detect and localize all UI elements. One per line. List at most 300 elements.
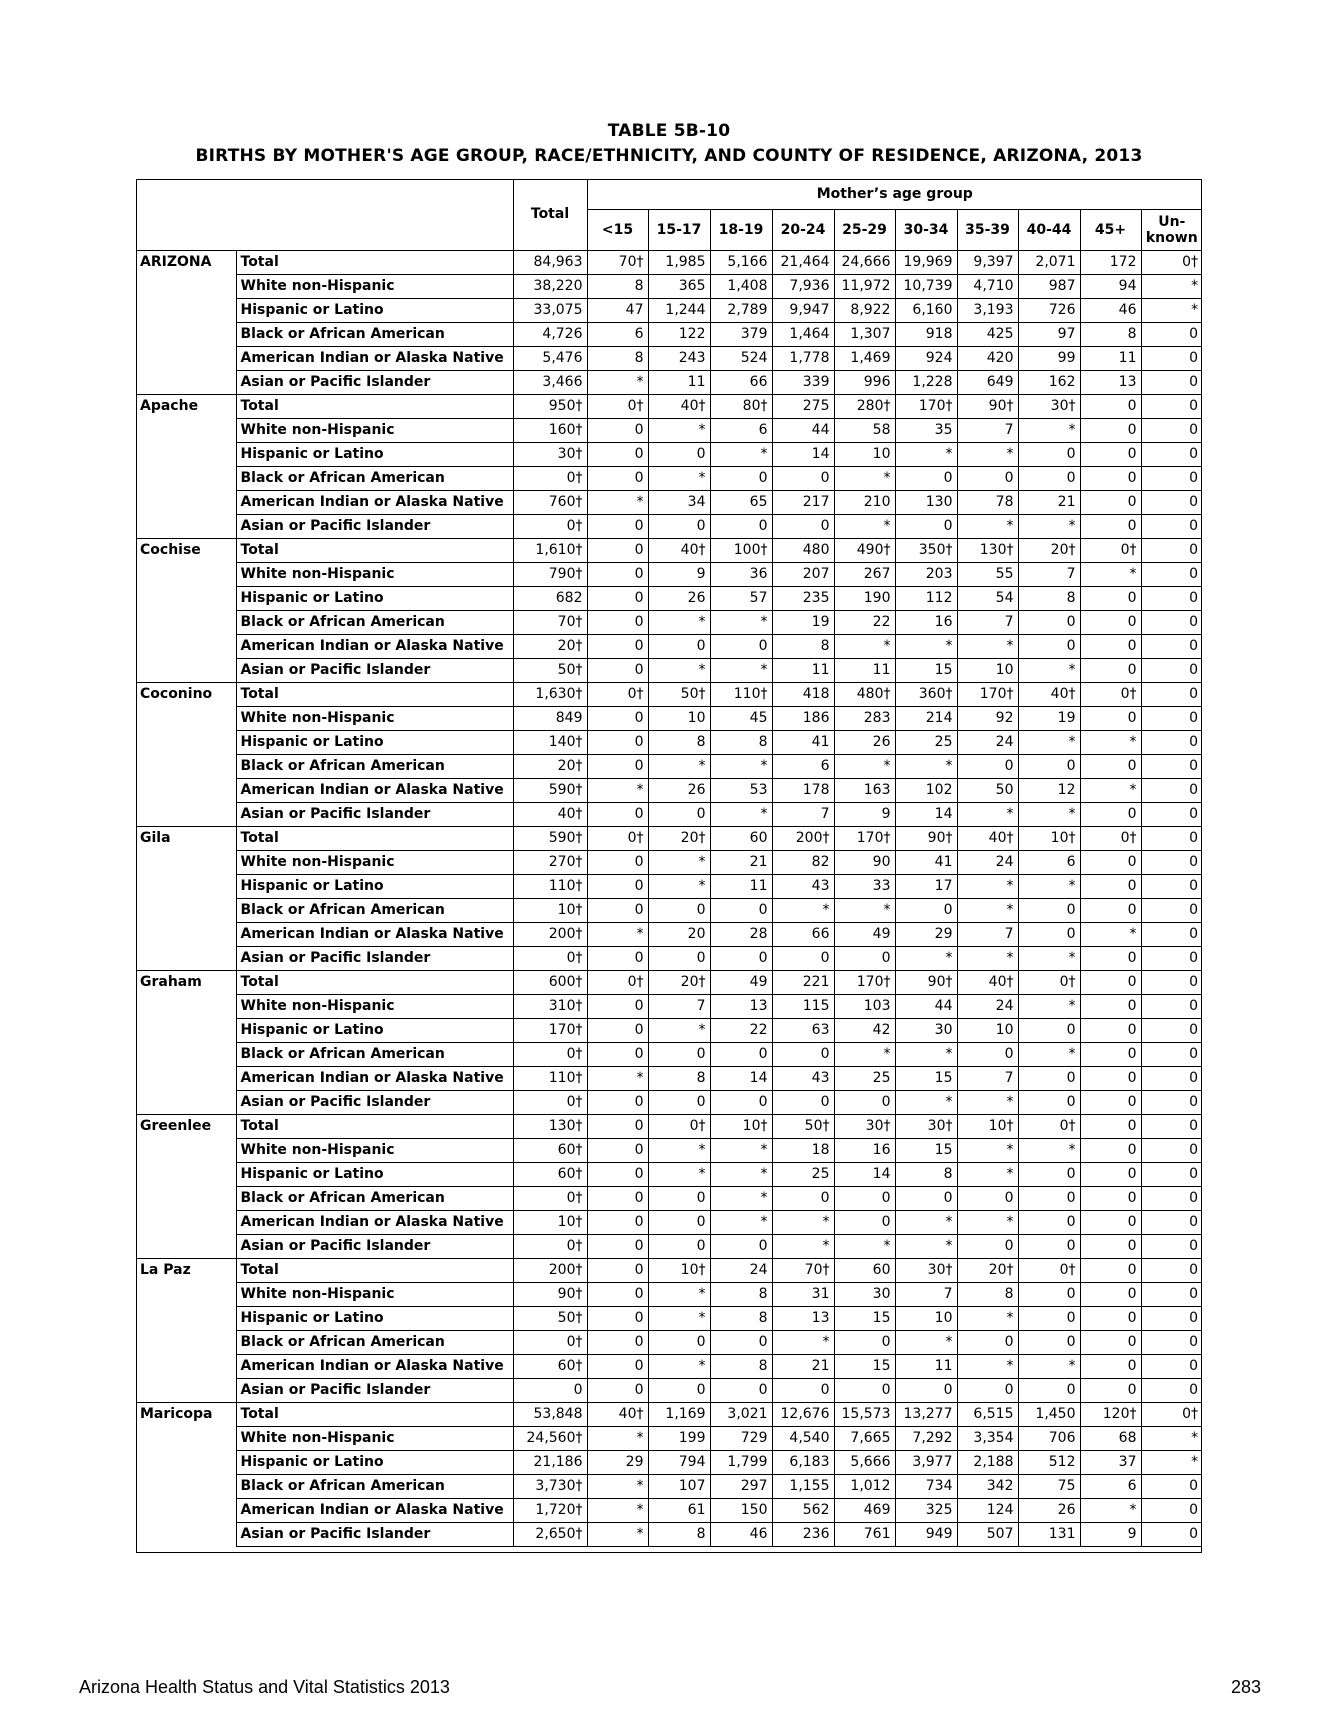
total-cell: 53,848 — [513, 1403, 587, 1427]
total-cell: 70† — [513, 611, 587, 635]
value-cell: * — [834, 1043, 895, 1067]
total-cell: 50† — [513, 1307, 587, 1331]
table-row — [136, 1427, 1202, 1451]
value-cell: 0 — [957, 1187, 1018, 1211]
category-label: Hispanic or Latino — [236, 731, 513, 755]
value-cell: 8 — [710, 1307, 772, 1331]
value-cell: 26 — [834, 731, 895, 755]
value-cell: * — [587, 1067, 648, 1091]
value-cell: 0 — [1141, 1475, 1202, 1499]
value-cell: 0 — [1141, 539, 1202, 563]
value-cell: 24 — [957, 731, 1018, 755]
value-cell: * — [710, 611, 772, 635]
value-cell: * — [648, 1307, 710, 1331]
value-cell: 115 — [772, 995, 834, 1019]
value-cell: 162 — [1018, 371, 1080, 395]
table-row — [136, 683, 1202, 707]
value-cell: * — [957, 635, 1018, 659]
value-cell: 0 — [1080, 947, 1141, 971]
value-cell: 124 — [957, 1499, 1018, 1523]
value-cell: * — [587, 779, 648, 803]
value-cell: 480† — [834, 683, 895, 707]
value-cell: 0 — [587, 1355, 648, 1379]
value-cell: 4,540 — [772, 1427, 834, 1451]
value-cell: * — [1018, 659, 1080, 683]
value-cell: 0 — [1018, 1019, 1080, 1043]
value-cell: * — [895, 1331, 957, 1355]
county-name: Greenlee — [136, 1115, 236, 1259]
category-label: Hispanic or Latino — [236, 875, 513, 899]
county-name: Maricopa — [136, 1403, 236, 1547]
value-cell: 40† — [957, 827, 1018, 851]
value-cell: 0 — [1018, 1067, 1080, 1091]
total-cell: 60† — [513, 1139, 587, 1163]
header-age-cell: 30-34 — [895, 210, 957, 251]
value-cell: 57 — [710, 587, 772, 611]
value-cell: 7 — [957, 923, 1018, 947]
value-cell: 9 — [648, 563, 710, 587]
value-cell: 0 — [587, 851, 648, 875]
value-cell: * — [895, 1235, 957, 1259]
table-row — [136, 251, 1202, 275]
value-cell: 924 — [895, 347, 957, 371]
value-cell: 280† — [834, 395, 895, 419]
value-cell: 24,666 — [834, 251, 895, 275]
table-row — [136, 587, 1202, 611]
value-cell: 14 — [710, 1067, 772, 1091]
value-cell: 9,947 — [772, 299, 834, 323]
category-label: Asian or Pacific Islander — [236, 1091, 513, 1115]
value-cell: 0 — [1018, 635, 1080, 659]
value-cell: 16 — [895, 611, 957, 635]
category-label: Black or African American — [236, 1475, 513, 1499]
category-label: Total — [236, 827, 513, 851]
value-cell: 8 — [957, 1283, 1018, 1307]
value-cell: * — [772, 1211, 834, 1235]
value-cell: 0 — [710, 1379, 772, 1403]
value-cell: 0 — [834, 1187, 895, 1211]
total-cell: 110† — [513, 1067, 587, 1091]
value-cell: 100† — [710, 539, 772, 563]
value-cell: 40† — [648, 539, 710, 563]
value-cell: 24 — [710, 1259, 772, 1283]
table-row — [136, 971, 1202, 995]
value-cell: 21,464 — [772, 251, 834, 275]
total-cell: 2,650† — [513, 1523, 587, 1547]
value-cell: 0 — [648, 635, 710, 659]
value-cell: 11 — [834, 659, 895, 683]
value-cell: 0 — [1018, 755, 1080, 779]
value-cell: 0 — [957, 467, 1018, 491]
value-cell: 1,464 — [772, 323, 834, 347]
table-row — [136, 347, 1202, 371]
value-cell: 726 — [1018, 299, 1080, 323]
category-label: Hispanic or Latino — [236, 1451, 513, 1475]
value-cell: 70† — [772, 1259, 834, 1283]
category-label: Asian or Pacific Islander — [236, 659, 513, 683]
value-cell: 0 — [648, 1211, 710, 1235]
value-cell: * — [648, 659, 710, 683]
value-cell: 60 — [834, 1259, 895, 1283]
value-cell: 0 — [1141, 419, 1202, 443]
value-cell: 178 — [772, 779, 834, 803]
value-cell: 0† — [1141, 1403, 1202, 1427]
value-cell: 43 — [772, 875, 834, 899]
table-row — [136, 659, 1202, 683]
value-cell: 0 — [1141, 443, 1202, 467]
total-cell: 682 — [513, 587, 587, 611]
value-cell: 0† — [1018, 971, 1080, 995]
table-row — [136, 1067, 1202, 1091]
table-row — [136, 707, 1202, 731]
value-cell: 0 — [895, 1379, 957, 1403]
category-label: American Indian or Alaska Native — [236, 347, 513, 371]
value-cell: * — [895, 1211, 957, 1235]
table-row — [136, 1235, 1202, 1259]
value-cell: 94 — [1080, 275, 1141, 299]
category-label: Hispanic or Latino — [236, 443, 513, 467]
value-cell: 170† — [957, 683, 1018, 707]
value-cell: 0 — [587, 1163, 648, 1187]
header-age-cell: <15 — [587, 210, 648, 251]
table-row — [136, 491, 1202, 515]
table-body — [136, 251, 1202, 1547]
header-age-group: Mother’s age group — [587, 179, 1202, 210]
value-cell: 8 — [710, 731, 772, 755]
category-label: Black or African American — [236, 899, 513, 923]
value-cell: 46 — [1080, 299, 1141, 323]
value-cell: 122 — [648, 323, 710, 347]
value-cell: 0 — [648, 899, 710, 923]
value-cell: 33 — [834, 875, 895, 899]
value-cell: * — [1080, 1499, 1141, 1523]
value-cell: 46 — [710, 1523, 772, 1547]
value-cell: 0 — [648, 947, 710, 971]
value-cell: 0 — [834, 1379, 895, 1403]
value-cell: * — [710, 1187, 772, 1211]
value-cell: 0 — [1080, 1355, 1141, 1379]
value-cell: 82 — [772, 851, 834, 875]
total-cell: 24,560† — [513, 1427, 587, 1451]
value-cell: 42 — [834, 1019, 895, 1043]
category-label: White non-Hispanic — [236, 419, 513, 443]
value-cell: 50 — [957, 779, 1018, 803]
value-cell: * — [957, 1163, 1018, 1187]
value-cell: 0 — [1141, 779, 1202, 803]
value-cell: 0† — [648, 1115, 710, 1139]
value-cell: 0 — [587, 1379, 648, 1403]
value-cell: 25 — [834, 1067, 895, 1091]
category-label: American Indian or Alaska Native — [236, 923, 513, 947]
category-label: Asian or Pacific Islander — [236, 371, 513, 395]
value-cell: 0 — [1141, 1043, 1202, 1067]
value-cell: 0 — [895, 899, 957, 923]
table-row — [136, 539, 1202, 563]
category-label: American Indian or Alaska Native — [236, 1499, 513, 1523]
value-cell: 949 — [895, 1523, 957, 1547]
value-cell: 6 — [710, 419, 772, 443]
table-title: TABLE 5B-10 — [607, 121, 731, 141]
total-cell: 590† — [513, 779, 587, 803]
total-cell: 0 — [513, 1379, 587, 1403]
category-label: American Indian or Alaska Native — [236, 1211, 513, 1235]
value-cell: 0 — [1141, 1091, 1202, 1115]
total-cell: 0† — [513, 1331, 587, 1355]
value-cell: 0 — [1141, 899, 1202, 923]
value-cell: * — [895, 443, 957, 467]
value-cell: * — [587, 1523, 648, 1547]
value-cell: 5,166 — [710, 251, 772, 275]
table-row — [136, 755, 1202, 779]
value-cell: 0 — [1080, 467, 1141, 491]
value-cell: 44 — [772, 419, 834, 443]
value-cell: * — [957, 1355, 1018, 1379]
value-cell: 11,972 — [834, 275, 895, 299]
value-cell: 0† — [587, 971, 648, 995]
value-cell: 0 — [772, 947, 834, 971]
value-cell: * — [587, 1475, 648, 1499]
value-cell: 14 — [834, 1163, 895, 1187]
value-cell: * — [895, 947, 957, 971]
total-cell: 3,466 — [513, 371, 587, 395]
value-cell: 0 — [1080, 1379, 1141, 1403]
footer-page-number: 283 — [1230, 1677, 1261, 1697]
table-row — [136, 875, 1202, 899]
value-cell: 10† — [1018, 827, 1080, 851]
value-cell: 0 — [1141, 1067, 1202, 1091]
value-cell: 0 — [710, 1091, 772, 1115]
value-cell: * — [587, 491, 648, 515]
value-cell: 0 — [895, 1187, 957, 1211]
value-cell: 0 — [1141, 347, 1202, 371]
value-cell: * — [1141, 1427, 1202, 1451]
category-label: Black or African American — [236, 323, 513, 347]
value-cell: 24 — [957, 851, 1018, 875]
value-cell: 0 — [587, 1043, 648, 1067]
value-cell: 0 — [1080, 587, 1141, 611]
table-header — [136, 179, 1202, 251]
value-cell: 418 — [772, 683, 834, 707]
value-cell: * — [1018, 875, 1080, 899]
value-cell: 0 — [1080, 515, 1141, 539]
category-label: White non-Hispanic — [236, 995, 513, 1019]
value-cell: 0 — [1141, 1115, 1202, 1139]
value-cell: 3,193 — [957, 299, 1018, 323]
value-cell: 21 — [1018, 491, 1080, 515]
value-cell: 45 — [710, 707, 772, 731]
category-label: White non-Hispanic — [236, 707, 513, 731]
value-cell: 8 — [1080, 323, 1141, 347]
table-row — [136, 1019, 1202, 1043]
value-cell: 0† — [587, 395, 648, 419]
table-row — [136, 275, 1202, 299]
value-cell: * — [648, 1139, 710, 1163]
value-cell: 6 — [1018, 851, 1080, 875]
total-cell: 20† — [513, 755, 587, 779]
value-cell: 15 — [834, 1355, 895, 1379]
table-row — [136, 323, 1202, 347]
value-cell: 110† — [710, 683, 772, 707]
total-cell: 0† — [513, 1091, 587, 1115]
value-cell: 0 — [587, 467, 648, 491]
value-cell: 0 — [1080, 851, 1141, 875]
value-cell: * — [710, 443, 772, 467]
value-cell: 0 — [1080, 899, 1141, 923]
value-cell: 9 — [834, 803, 895, 827]
value-cell: 54 — [957, 587, 1018, 611]
value-cell: 649 — [957, 371, 1018, 395]
value-cell: 0 — [1141, 1187, 1202, 1211]
value-cell: * — [957, 875, 1018, 899]
value-cell: 6,515 — [957, 1403, 1018, 1427]
value-cell: 236 — [772, 1523, 834, 1547]
value-cell: 55 — [957, 563, 1018, 587]
table-row — [136, 1523, 1202, 1547]
value-cell: 150 — [710, 1499, 772, 1523]
value-cell: 0 — [1018, 467, 1080, 491]
value-cell: 13,277 — [895, 1403, 957, 1427]
table-row — [136, 371, 1202, 395]
value-cell: 10 — [895, 1307, 957, 1331]
value-cell: 0 — [1080, 755, 1141, 779]
value-cell: 0 — [1141, 659, 1202, 683]
table-row — [136, 1139, 1202, 1163]
value-cell: 0 — [1018, 611, 1080, 635]
value-cell: 1,244 — [648, 299, 710, 323]
table-row — [136, 1379, 1202, 1403]
category-label: Hispanic or Latino — [236, 299, 513, 323]
value-cell: * — [1141, 1451, 1202, 1475]
table-row — [136, 611, 1202, 635]
value-cell: 0 — [1141, 1355, 1202, 1379]
table-row — [136, 1163, 1202, 1187]
value-cell: 8 — [648, 1067, 710, 1091]
table-row — [136, 803, 1202, 827]
category-label: American Indian or Alaska Native — [236, 1067, 513, 1091]
value-cell: * — [834, 1235, 895, 1259]
value-cell: 0 — [1141, 395, 1202, 419]
category-label: White non-Hispanic — [236, 275, 513, 299]
value-cell: 0 — [587, 1115, 648, 1139]
category-label: Hispanic or Latino — [236, 587, 513, 611]
value-cell: 130 — [895, 491, 957, 515]
value-cell: 21 — [710, 851, 772, 875]
value-cell: 30 — [834, 1283, 895, 1307]
table-row — [136, 731, 1202, 755]
value-cell: 0 — [1018, 1211, 1080, 1235]
value-cell: 0 — [1080, 1043, 1141, 1067]
value-cell: 0 — [587, 1187, 648, 1211]
value-cell: 379 — [710, 323, 772, 347]
category-label: Asian or Pacific Islander — [236, 1523, 513, 1547]
total-cell: 84,963 — [513, 251, 587, 275]
value-cell: 0† — [1080, 539, 1141, 563]
value-cell: * — [957, 1307, 1018, 1331]
total-cell: 30† — [513, 443, 587, 467]
value-cell: 0 — [1080, 1211, 1141, 1235]
value-cell: * — [1018, 803, 1080, 827]
value-cell: 8 — [710, 1355, 772, 1379]
value-cell: 0 — [587, 1259, 648, 1283]
category-label: White non-Hispanic — [236, 563, 513, 587]
value-cell: 7 — [957, 1067, 1018, 1091]
category-label: White non-Hispanic — [236, 1283, 513, 1307]
value-cell: 0 — [1141, 1139, 1202, 1163]
value-cell: 1,469 — [834, 347, 895, 371]
footer-publication: Arizona Health Status and Vital Statistics 2013 — [79, 1677, 450, 1697]
value-cell: 7 — [895, 1283, 957, 1307]
value-cell: 172 — [1080, 251, 1141, 275]
category-label: Total — [236, 395, 513, 419]
total-cell: 10† — [513, 1211, 587, 1235]
value-cell: 0 — [1080, 1019, 1141, 1043]
value-cell: 92 — [957, 707, 1018, 731]
category-label: American Indian or Alaska Native — [236, 635, 513, 659]
value-cell: 37 — [1080, 1451, 1141, 1475]
value-cell: 360† — [895, 683, 957, 707]
table-row — [136, 395, 1202, 419]
value-cell: 10 — [834, 443, 895, 467]
value-cell: 0 — [587, 875, 648, 899]
value-cell: 0 — [1080, 1331, 1141, 1355]
value-cell: 50† — [772, 1115, 834, 1139]
value-cell: 490† — [834, 539, 895, 563]
value-cell: * — [710, 803, 772, 827]
value-cell: 21 — [772, 1355, 834, 1379]
value-cell: 283 — [834, 707, 895, 731]
value-cell: 90† — [895, 827, 957, 851]
value-cell: 275 — [772, 395, 834, 419]
header-unknown — [1141, 210, 1202, 251]
table-row — [136, 1211, 1202, 1235]
value-cell: 10† — [648, 1259, 710, 1283]
value-cell: 102 — [895, 779, 957, 803]
total-cell: 0† — [513, 1043, 587, 1067]
table-row — [136, 1187, 1202, 1211]
total-cell: 0† — [513, 947, 587, 971]
value-cell: 0 — [1080, 611, 1141, 635]
table-row — [136, 1091, 1202, 1115]
value-cell: 17 — [895, 875, 957, 899]
value-cell: * — [710, 659, 772, 683]
value-cell: * — [1018, 1139, 1080, 1163]
value-cell: 0 — [1080, 443, 1141, 467]
value-cell: 0† — [1018, 1259, 1080, 1283]
value-cell: 11 — [710, 875, 772, 899]
header-age-cell: 40-44 — [1018, 210, 1080, 251]
value-cell: 6 — [587, 323, 648, 347]
total-cell: 20† — [513, 635, 587, 659]
value-cell: 0 — [1141, 683, 1202, 707]
category-label: Total — [236, 539, 513, 563]
value-cell: 0 — [957, 1331, 1018, 1355]
value-cell: * — [957, 443, 1018, 467]
value-cell: 49 — [710, 971, 772, 995]
value-cell: 0 — [587, 731, 648, 755]
value-cell: 794 — [648, 1451, 710, 1475]
value-cell: * — [957, 515, 1018, 539]
value-cell: 0 — [587, 995, 648, 1019]
value-cell: 1,778 — [772, 347, 834, 371]
value-cell: 0 — [1141, 371, 1202, 395]
value-cell: 0 — [587, 899, 648, 923]
value-cell: 26 — [648, 587, 710, 611]
value-cell: 0 — [587, 443, 648, 467]
value-cell: 66 — [772, 923, 834, 947]
value-cell: 28 — [710, 923, 772, 947]
births-table — [136, 179, 1202, 1547]
total-cell: 3,730† — [513, 1475, 587, 1499]
